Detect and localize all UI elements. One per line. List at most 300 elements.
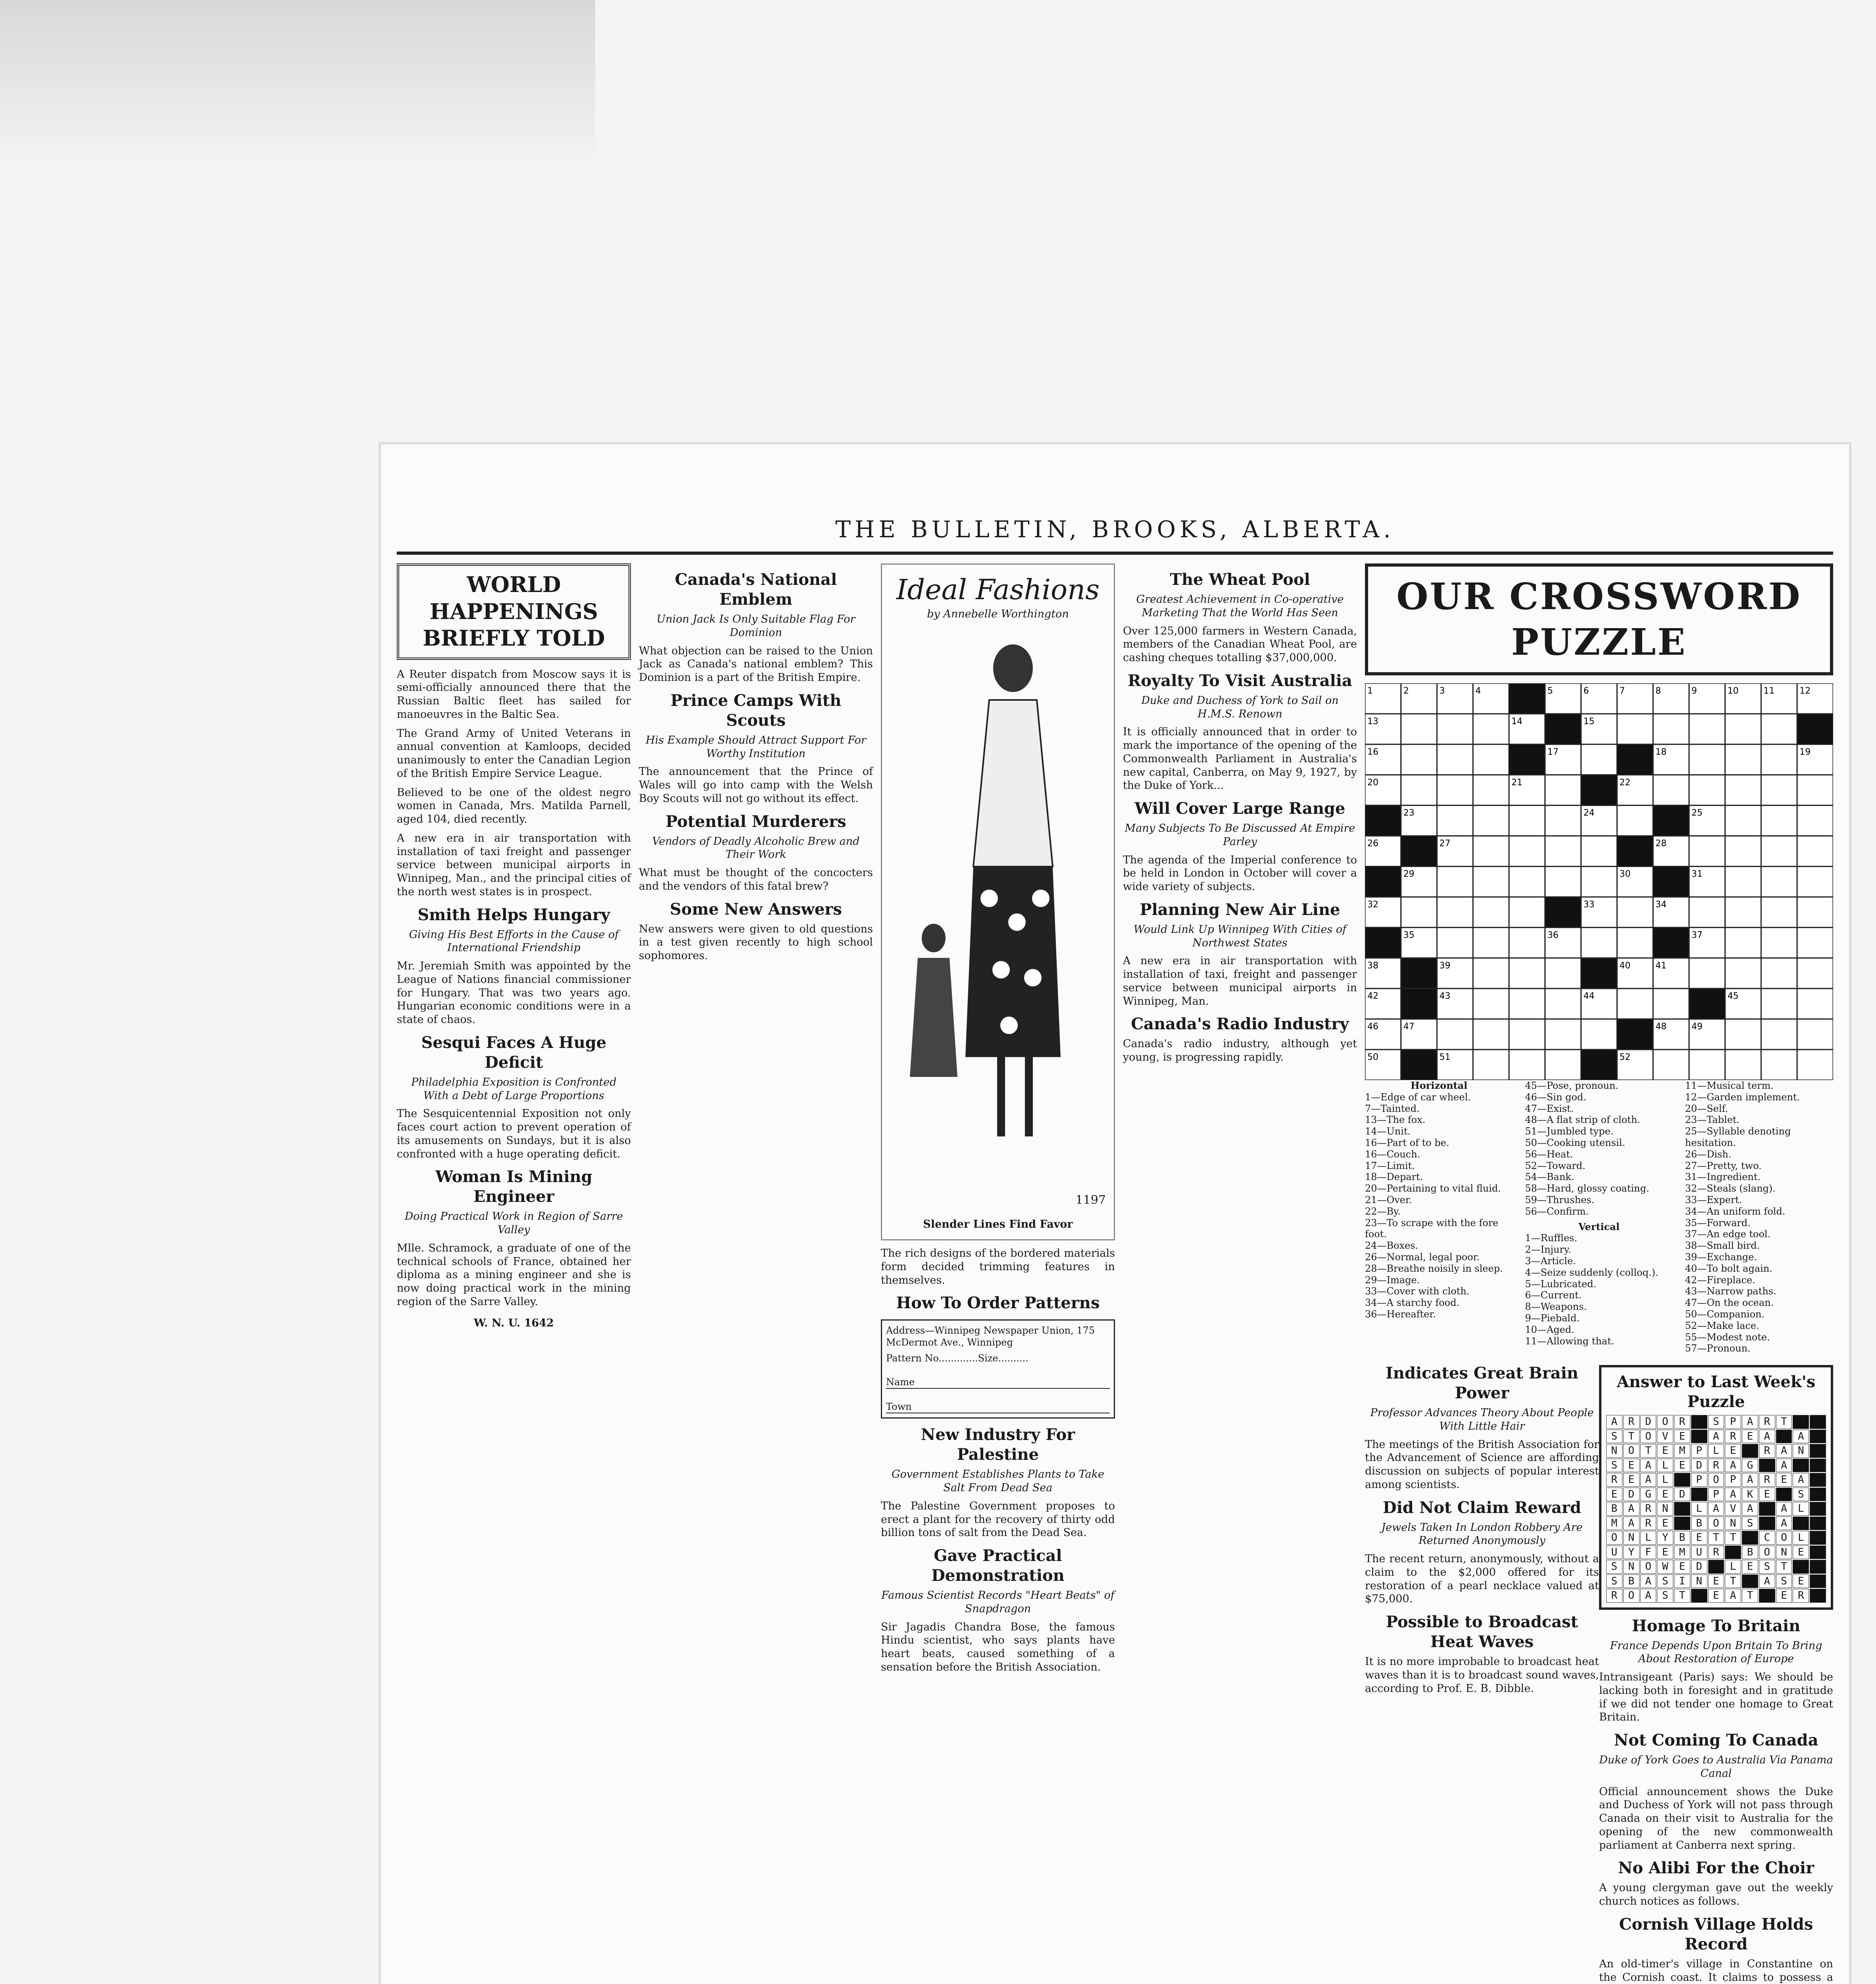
crossword-cell[interactable] [1797, 958, 1833, 988]
clue-item: 33—Expert. [1685, 1194, 1742, 1205]
clue-item: 9—Piebald. [1525, 1312, 1580, 1324]
crossword-cell-number: 7 [1619, 686, 1625, 696]
crossword-cell[interactable] [1761, 867, 1797, 897]
crossword-cell[interactable] [1689, 958, 1725, 988]
clue-item: 56—Confirm. [1525, 1205, 1589, 1217]
crossword-cell[interactable] [1509, 897, 1545, 927]
answer-cell: A [1742, 1415, 1758, 1429]
crossword-cell[interactable] [1797, 775, 1833, 806]
crossword-cell[interactable] [1689, 897, 1725, 927]
crossword-cell[interactable] [1509, 988, 1545, 1019]
crossword-cell[interactable] [1761, 897, 1797, 927]
answer-cell [1810, 1560, 1826, 1574]
crossword-cell[interactable] [1653, 988, 1689, 1019]
answer-cell: A [1759, 1430, 1775, 1444]
crossword-cell[interactable] [1617, 988, 1653, 1019]
crossword-cell-number: 2 [1403, 686, 1409, 696]
headline: Cornish Village Holds Record [1619, 1915, 1813, 1953]
crossword-cell[interactable] [1401, 897, 1437, 927]
answer-cell: O [1776, 1531, 1792, 1545]
answer-cell: Y [1623, 1546, 1640, 1559]
answer-cell: S [1759, 1560, 1775, 1574]
crossword-section [1365, 563, 1833, 1354]
crossword-cell[interactable] [1581, 927, 1617, 958]
crossword-cell[interactable] [1761, 806, 1797, 836]
crossword-cell-number: 51 [1439, 1052, 1451, 1063]
crossword-cell[interactable] [1761, 714, 1797, 744]
answer-cell: R [1674, 1415, 1690, 1429]
crossword-cell [1653, 867, 1689, 897]
crossword-cell[interactable] [1473, 897, 1509, 927]
crossword-cell[interactable] [1725, 744, 1761, 775]
answer-cell: P [1691, 1444, 1707, 1458]
crossword-cell[interactable] [1689, 714, 1725, 744]
clue-item: 28—Breathe noisily in sleep. [1365, 1263, 1503, 1274]
crossword-cell[interactable] [1437, 744, 1473, 775]
answer-cell: T [1725, 1575, 1741, 1588]
answer-cell: A [1776, 1517, 1792, 1530]
answer-cell: T [1776, 1415, 1792, 1429]
crossword-cell[interactable] [1617, 897, 1653, 927]
crossword-cell [1545, 897, 1581, 927]
clue-item: 48—A flat strip of cloth. [1525, 1114, 1640, 1126]
subheadline: Famous Scientist Records "Heart Beats" of Snapdragon [881, 1589, 1115, 1615]
clue-item: 21—Over. [1365, 1194, 1412, 1205]
answer-cell: A [1725, 1488, 1741, 1501]
answer-cell: E [1623, 1473, 1640, 1487]
crossword-cell[interactable] [1725, 806, 1761, 836]
clue-item: 11—Allowing that. [1525, 1335, 1615, 1347]
answer-cell: A [1742, 1473, 1758, 1487]
crossword-cell[interactable] [1509, 1050, 1545, 1080]
crossword-cell[interactable] [1473, 714, 1509, 744]
dress-figure-icon [882, 621, 1112, 1196]
crossword-cell-number: 22 [1619, 777, 1631, 788]
fashion-credit: by Annebelle Worthington [927, 608, 1069, 620]
crossword-cell[interactable] [1473, 744, 1509, 775]
answer-cell: A [1640, 1575, 1657, 1588]
answer-cell [1810, 1589, 1826, 1603]
crossword-cell[interactable] [1581, 744, 1617, 775]
crossword-cell [1689, 988, 1725, 1019]
crossword-cell [1401, 958, 1437, 988]
clue-item: 31—Ingredient. [1685, 1171, 1761, 1183]
article-body: It is officially announced that in order to mark the importance of the opening of the Commonwealth Parliament in Australia's new capital, Canberra, on May 9, 1927, by the Duke of York... [1123, 726, 1357, 792]
crossword-cell [1509, 683, 1545, 714]
headline: Homage To Britain [1632, 1616, 1801, 1635]
crossword-cell[interactable] [1437, 714, 1473, 744]
answer-cell: O [1640, 1560, 1657, 1574]
crossword-cell[interactable] [1797, 897, 1833, 927]
news-item: A Reuter dispatch from Moscow says it is semi-officially announced there that the Russian Baltic fleet has sailed for manoeuvres in the Baltic Sea. [397, 668, 631, 721]
answer-cell: E [1657, 1444, 1673, 1458]
answer-cell: E [1691, 1531, 1707, 1545]
crossword-cell-number: 30 [1619, 869, 1631, 879]
clue-item: 52—Toward. [1525, 1160, 1586, 1171]
article-body: A young clergyman gave out the weekly church notices as follows. [1599, 1882, 1833, 1907]
crossword-cell[interactable] [1581, 836, 1617, 867]
crossword-cell-number: 50 [1367, 1052, 1378, 1063]
crossword-cell [1545, 714, 1581, 744]
crossword-cell[interactable] [1437, 897, 1473, 927]
clue-item: 2—Injury. [1525, 1244, 1571, 1255]
answer-cell: B [1691, 1517, 1707, 1530]
crossword-cell[interactable] [1509, 836, 1545, 867]
article-body: What objection can be raised to the Union Jack as Canada's national emblem? This Dominion is a part of the British Empire. [639, 644, 873, 684]
crossword-cell[interactable] [1617, 714, 1653, 744]
crossword-clues [1365, 1080, 1833, 1354]
crossword-cell[interactable] [1473, 836, 1509, 867]
crossword-cell[interactable] [1797, 1050, 1833, 1080]
answer-cell: C [1759, 1531, 1775, 1545]
answer-cell: E [1793, 1575, 1809, 1588]
clue-item: 20—Self. [1685, 1103, 1728, 1114]
name-field[interactable]: Name [886, 1376, 1110, 1389]
clue-item: 17—Limit. [1365, 1160, 1415, 1171]
answer-cell: T [1725, 1531, 1741, 1545]
crossword-cell[interactable] [1797, 836, 1833, 867]
crossword-cell [1617, 836, 1653, 867]
crossword-cell-number: 34 [1655, 900, 1667, 910]
answer-cell: R [1759, 1444, 1775, 1458]
column-6-lower [1599, 1357, 1833, 1984]
crossword-cell[interactable] [1437, 927, 1473, 958]
article-body: Canada's radio industry, although yet young, is progressing rapidly. [1123, 1038, 1357, 1063]
crossword-cell[interactable] [1797, 806, 1833, 836]
answer-cell: A [1725, 1589, 1741, 1603]
crossword-grid[interactable] [1365, 683, 1833, 1080]
answer-cell [1810, 1430, 1826, 1444]
subheadline: Jewels Taken In London Robbery Are Returned Anonymously [1381, 1521, 1583, 1547]
answer-title: Answer to Last Week's Puzzle [1617, 1373, 1816, 1411]
crossword-cell[interactable] [1689, 1050, 1725, 1080]
crossword-cell[interactable] [1509, 867, 1545, 897]
masthead-rule [397, 552, 1833, 555]
crossword-cell[interactable] [1581, 867, 1617, 897]
crossword-cell-number: 19 [1799, 747, 1811, 757]
clue-item: 5—Lubricated. [1525, 1278, 1597, 1290]
headline: Planning New Air Line [1140, 900, 1340, 919]
answer-cell [1810, 1546, 1826, 1559]
crossword-cell[interactable] [1725, 1019, 1761, 1050]
pattern-number: 1197 [1075, 1193, 1106, 1207]
subheadline: Duke and Duchess of York to Sail on H.M.S. Renown [1141, 694, 1339, 720]
clue-item: 39—Exchange. [1685, 1251, 1757, 1263]
answer-cell: N [1691, 1575, 1707, 1588]
crossword-cell [1365, 867, 1401, 897]
article-body: The Sesquicentennial Exposition not only faces court action to prevent operation of its amusements on Sundays, but it is also confronted with a huge operating deficit. [397, 1107, 631, 1160]
answer-cell: A [1776, 1459, 1792, 1473]
crossword-cell[interactable] [1761, 744, 1797, 775]
article-body: The announcement that the Prince of Wales will go into camp with the Welsh Boy Scouts will not go without its effect. [639, 765, 873, 805]
crossword-cell[interactable] [1473, 1019, 1509, 1050]
crossword-cell[interactable] [1509, 1019, 1545, 1050]
news-item: The Grand Army of United Veterans in annual convention at Kamloops, decided unanimously to enter the Canadian Legion of the British Empire Service League. [397, 727, 631, 780]
clue-item: 35—Forward. [1685, 1217, 1751, 1228]
crossword-cell[interactable] [1473, 927, 1509, 958]
crossword-cell[interactable] [1473, 806, 1509, 836]
crossword-cell-number: 31 [1691, 869, 1703, 879]
crossword-cell[interactable] [1581, 1019, 1617, 1050]
crossword-cell-number: 38 [1367, 961, 1378, 971]
answer-cell: A [1640, 1459, 1657, 1473]
crossword-cell[interactable] [1653, 1050, 1689, 1080]
clue-item: 24—Boxes. [1365, 1240, 1419, 1252]
answer-cell: A [1725, 1459, 1741, 1473]
article-body: Sir Jagadis Chandra Bose, the famous Hindu scientist, who says plants have heart beats, caused something of a sensation before the British Association. [881, 1621, 1115, 1673]
clue-item: 6—Current. [1525, 1290, 1582, 1301]
headline: How To Order Patterns [896, 1294, 1100, 1313]
answer-cell: P [1708, 1488, 1724, 1501]
crossword-cell[interactable] [1761, 958, 1797, 988]
answer-cell: E [1742, 1430, 1758, 1444]
crossword-cell-number: 13 [1367, 716, 1378, 727]
crossword-cell[interactable] [1725, 714, 1761, 744]
clue-item: 33—Cover with cloth. [1365, 1286, 1470, 1297]
clue-item: 23—Tablet. [1685, 1114, 1740, 1126]
answer-cell [1810, 1444, 1826, 1458]
crossword-cell[interactable] [1545, 1050, 1581, 1080]
news-item: A new era in air transportation with installation of taxi freight and passenger service between municipal airports in Winnipeg, Man., and the principal cities of the north west states is in prospect. [397, 832, 631, 898]
crossword-cell[interactable] [1797, 988, 1833, 1019]
answer-cell: B [1742, 1546, 1758, 1559]
crossword-cell[interactable] [1545, 806, 1581, 836]
crossword-cell-number: 27 [1439, 838, 1451, 849]
crossword-cell-number: 36 [1547, 930, 1559, 940]
crossword-cell[interactable] [1545, 1019, 1581, 1050]
answer-cell: T [1674, 1589, 1690, 1603]
crossword-cell[interactable] [1437, 867, 1473, 897]
answer-cell: B [1606, 1502, 1622, 1516]
crossword-cell-number: 48 [1655, 1022, 1667, 1032]
crossword-cell[interactable] [1473, 958, 1509, 988]
crossword-cell[interactable] [1545, 836, 1581, 867]
fashion-illustration [881, 563, 1115, 1240]
crossword-cell[interactable] [1761, 927, 1797, 958]
clues-horizontal [1365, 1080, 1513, 1354]
answer-cell [1810, 1459, 1826, 1473]
crossword-cell[interactable] [1725, 897, 1761, 927]
crossword-cell-number: 43 [1439, 991, 1451, 1002]
crossword-cell[interactable] [1689, 836, 1725, 867]
crossword-cell[interactable] [1437, 806, 1473, 836]
clue-item: 11—Musical term. [1685, 1080, 1774, 1091]
answer-cell: L [1657, 1459, 1673, 1473]
crossword-cell[interactable] [1617, 927, 1653, 958]
answer-cell: E [1725, 1444, 1741, 1458]
answer-cell [1810, 1415, 1826, 1429]
article-body: The Palestine Government proposes to erect a plant for the recovery of thirty odd billion tons of salt from the Dead Sea. [881, 1500, 1115, 1539]
fashion-caption: Slender Lines Find Favor [923, 1218, 1073, 1231]
crossword-cell-number: 23 [1403, 808, 1415, 818]
answer-cell: E [1657, 1488, 1673, 1501]
clue-item: 12—Garden implement. [1685, 1091, 1800, 1103]
crossword-cell[interactable] [1725, 775, 1761, 806]
crossword-cell[interactable] [1545, 775, 1581, 806]
crossword-cell-number: 39 [1439, 961, 1451, 971]
crossword-cell[interactable] [1545, 958, 1581, 988]
crossword-cell[interactable] [1545, 988, 1581, 1019]
crossword-cell[interactable] [1401, 714, 1437, 744]
clue-item: 46—Sin god. [1525, 1091, 1586, 1103]
clue-item: 16—Part of to be. [1365, 1137, 1449, 1148]
subheadline: France Depends Upon Britain To Bring About Restoration of Europe [1610, 1639, 1822, 1665]
crossword-cell-number: 10 [1727, 686, 1739, 696]
answer-cell: L [1640, 1531, 1657, 1545]
answer-cell: E [1776, 1589, 1792, 1603]
crossword-cell-number: 41 [1655, 961, 1667, 971]
crossword-cell[interactable] [1509, 806, 1545, 836]
crossword-cell [1797, 714, 1833, 744]
clue-item: 52—Make lace. [1685, 1320, 1759, 1331]
pattern-no-field[interactable]: Pattern No.............Size.......... [886, 1353, 1028, 1364]
answer-cell [1793, 1560, 1809, 1574]
answer-cell: E [1657, 1546, 1673, 1559]
crossword-cell-number: 12 [1799, 686, 1811, 696]
clue-item: 56—Heat. [1525, 1148, 1573, 1160]
clue-item: 34—A starchy food. [1365, 1297, 1460, 1309]
clue-item: 25—Syllable denoting hesitation. [1685, 1126, 1791, 1148]
clue-item: 8—Weapons. [1525, 1301, 1587, 1313]
crossword-cell[interactable] [1473, 867, 1509, 897]
clue-item: 29—Image. [1365, 1274, 1420, 1286]
crossword-cell[interactable] [1401, 775, 1437, 806]
answer-cell [1810, 1488, 1826, 1501]
answer-cell: E [1793, 1546, 1809, 1559]
column-5-lower [1365, 1357, 1599, 1701]
crossword-cell[interactable] [1761, 988, 1797, 1019]
answer-cell: S [1657, 1575, 1673, 1588]
answer-cell [1759, 1589, 1775, 1603]
answer-cell: O [1623, 1444, 1640, 1458]
crossword-cell[interactable] [1689, 744, 1725, 775]
answer-cell: M [1674, 1444, 1690, 1458]
crossword-cell[interactable] [1725, 1050, 1761, 1080]
clue-item: 54—Bank. [1525, 1171, 1574, 1183]
crossword-cell[interactable] [1797, 1019, 1833, 1050]
crossword-cell[interactable] [1509, 958, 1545, 988]
crossword-cell-number: 9 [1691, 686, 1697, 696]
answer-cell: R [1793, 1589, 1809, 1603]
newspaper-page [381, 444, 1849, 1984]
answer-cell: U [1691, 1546, 1707, 1559]
crossword-cell[interactable] [1473, 775, 1509, 806]
clue-item: 1—Ruffles. [1525, 1232, 1577, 1244]
crossword-cell[interactable] [1509, 927, 1545, 958]
crossword-cell[interactable] [1761, 775, 1797, 806]
crossword-cell[interactable] [1437, 1019, 1473, 1050]
clue-item: 16—Couch. [1365, 1148, 1420, 1160]
answer-cell: L [1691, 1502, 1707, 1516]
answer-cell: E [1674, 1459, 1690, 1473]
headline: Sesqui Faces A Huge Deficit [421, 1033, 607, 1072]
answer-cell: R [1640, 1502, 1657, 1516]
article-body: The rich designs of the bordered materials form decided trimming features in themselves. [881, 1247, 1115, 1286]
answer-cell: R [1759, 1415, 1775, 1429]
answer-cell: R [1606, 1473, 1622, 1487]
crossword-cell[interactable] [1725, 958, 1761, 988]
article-body: It is no more improbable to broadcast heat waves than it is to broadcast sound waves, according to Prof. E. B. Dibble. [1365, 1655, 1599, 1695]
crossword-cell[interactable] [1401, 744, 1437, 775]
answer-cell: E [1657, 1517, 1673, 1530]
subheadline: Many Subjects To Be Discussed At Empire Parley [1124, 822, 1355, 848]
answer-cell: O [1759, 1546, 1775, 1559]
crossword-cell[interactable] [1797, 927, 1833, 958]
clue-item: 57—Pronoun. [1685, 1343, 1751, 1354]
answer-cell: R [1623, 1415, 1640, 1429]
masthead: THE BULLETIN, BROOKS, ALBERTA. [835, 516, 1395, 543]
column-1 [397, 563, 631, 1330]
clue-list [1525, 1232, 1673, 1347]
answer-cell: K [1742, 1488, 1758, 1501]
answer-grid [1606, 1415, 1826, 1603]
fashion-title: Ideal Fashions [896, 573, 1100, 606]
subheadline: Vendors of Deadly Alcoholic Brew and Their Work [652, 835, 860, 861]
crossword-cell[interactable] [1653, 714, 1689, 744]
crossword-cell-number: 21 [1511, 777, 1523, 788]
answer-cell [1810, 1531, 1826, 1545]
subheadline: Union Jack Is Only Suitable Flag For Dominion [656, 613, 855, 639]
article-body: What must be thought of the concocters and the vendors of this fatal brew? [639, 867, 873, 892]
crossword-cell[interactable] [1725, 867, 1761, 897]
answer-cell: E [1776, 1473, 1792, 1487]
crossword-cell-number: 5 [1547, 686, 1553, 696]
answer-cell: E [1759, 1488, 1775, 1501]
crossword-cell[interactable] [1545, 867, 1581, 897]
answer-cell: S [1793, 1488, 1809, 1501]
crossword-cell-number: 33 [1583, 900, 1595, 910]
crossword-cell[interactable] [1437, 775, 1473, 806]
crossword-cell[interactable] [1689, 775, 1725, 806]
answer-cell [1810, 1473, 1826, 1487]
answer-cell: L [1725, 1560, 1741, 1574]
crossword-cell-number: 44 [1583, 991, 1595, 1002]
crossword-cell[interactable] [1473, 1050, 1509, 1080]
crossword-cell[interactable] [1653, 775, 1689, 806]
answer-cell [1810, 1517, 1826, 1530]
crossword-cell[interactable] [1473, 988, 1509, 1019]
answer-cell: S [1742, 1517, 1758, 1530]
crossword-cell[interactable] [1725, 927, 1761, 958]
article-body: Official announcement shows the Duke and Duchess of York will not pass through Canada on their visit to Australia for the opening of the new commonwealth parliament at Canberra next spring. [1599, 1785, 1833, 1851]
pattern-order-form [881, 1319, 1115, 1419]
crossword-cell[interactable] [1797, 867, 1833, 897]
headline: Will Cover Large Range [1134, 799, 1345, 818]
crossword-cell-number: 20 [1367, 777, 1378, 788]
answer-cell: V [1657, 1430, 1673, 1444]
article-body: Mlle. Schramock, a graduate of one of the technical schools of France, obtained her diploma as a mining engineer and she is now doing practical work in the mining region of the Sarre Valley. [397, 1242, 631, 1308]
town-field[interactable]: Town [886, 1401, 1110, 1413]
answer-cell: S [1776, 1575, 1792, 1588]
crossword-cell[interactable] [1761, 1050, 1797, 1080]
answer-cell: D [1691, 1560, 1707, 1574]
crossword-cell[interactable] [1761, 836, 1797, 867]
clue-item: 51—Jumbled type. [1525, 1126, 1614, 1137]
answer-cell: A [1708, 1502, 1724, 1516]
crossword-cell [1617, 744, 1653, 775]
answer-cell: Y [1657, 1531, 1673, 1545]
answer-cell: A [1742, 1502, 1758, 1516]
clue-item: 18—Depart. [1365, 1171, 1423, 1183]
answer-cell [1776, 1430, 1792, 1444]
crossword-cell[interactable] [1725, 836, 1761, 867]
subheadline: Duke of York Goes to Australia Via Panama Canal [1599, 1754, 1833, 1780]
crossword-cell[interactable] [1761, 1019, 1797, 1050]
article-body: The recent return, anonymously, without a claim to the $2,000 offered for its restoration of a pearl necklace valued at $75,000. [1365, 1553, 1599, 1605]
crossword-cell [1401, 1050, 1437, 1080]
crossword-cell[interactable] [1617, 806, 1653, 836]
crossword-title: OUR CROSSWORD PUZZLE [1365, 563, 1833, 675]
